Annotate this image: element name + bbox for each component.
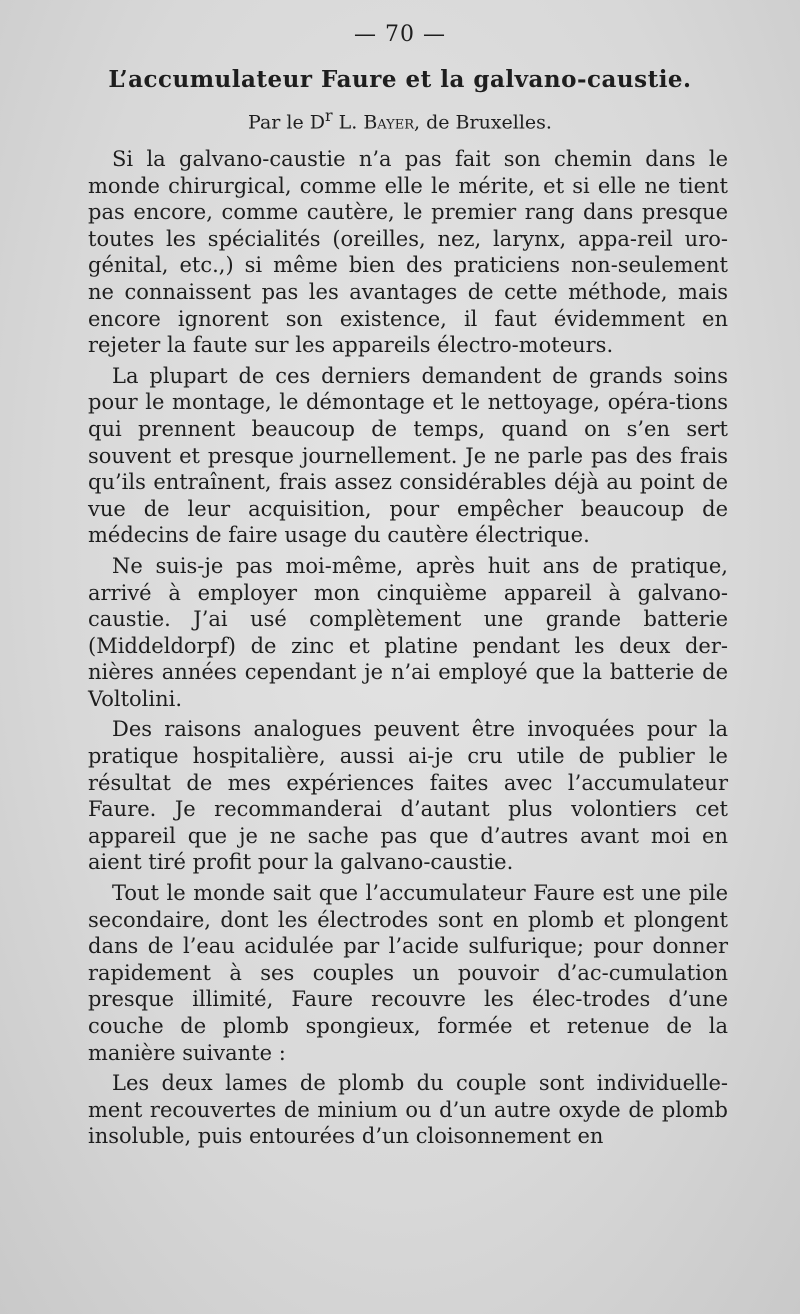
byline-prefix: Par le D: [248, 111, 325, 134]
byline-suffix: , de Bruxelles.: [414, 111, 552, 134]
article-byline: [0, 106, 800, 133]
page-number: — 70 —: [354, 22, 446, 47]
paragraph: Ne suis-je pas moi-même, après huit ans de pratique, arrivé à employer mon cinquième appareil à galvano-caustie. J’ai usé complètement une grande batterie (Middeldorpf) de zinc et platine pendant les deux der-nières années cependant je n’ai employé que la batterie de Voltolini.: [88, 553, 728, 711]
paragraph: Des raisons analogues peuvent être invoquées pour la pratique hospitalière, aussi ai-je cru utile de publier le résultat de mes expériences faites avec l’accumulateur Faure. Je recommanderai d’autant plus volontiers cet appareil que je ne sache pas que d’autres avant moi en aient tiré profit pour la galvano-caustie.: [88, 717, 728, 875]
paragraph: Si la galvano-caustie n’a pas fait son chemin dans le monde chirurgical, comme elle le mérite, et si elle ne tient pas encore, comme cautère, le premier rang dans presque toutes les spécialités (oreilles, nez, larynx, appa-reil uro-génital, etc.,) si même bien des praticiens non-seulement ne connaissent pas les avantages de cette méthode, mais encore ignorent son existence, il faut évidemment en rejeter la faute sur les appareils électro-moteurs.: [88, 147, 728, 358]
paragraph: Les deux lames de plomb du couple sont individuelle-ment recouvertes de minium ou d’un autre oxyde de plomb insoluble, puis entourées d’un cloisonnement en: [88, 1071, 728, 1149]
article-body: [88, 146, 728, 1154]
byline-author: L. Bayer: [338, 111, 415, 134]
byline-superscript: r: [325, 106, 333, 125]
paragraph: La plupart de ces derniers demandent de grands soins pour le montage, le démontage et le nettoyage, opéra-tions qui prennent beaucoup de temps, quand on s’en sert souvent et presque journellement. Je ne parle pas des frais qu’ils entraînent, frais assez considérables déjà au point de vue de leur acquisition, pour empêcher beaucoup de médecins de faire usage du cautère électrique.: [88, 363, 728, 548]
paragraph: Tout le monde sait que l’accumulateur Faure est une pile secondaire, dont les électrodes sont en plomb et plongent dans de l’eau acidulée par l’acide sulfurique; pour donner rapidement à ses couples un pouvoir d’ac-cumulation presque illimité, Faure recouvre les élec-trodes d’une couche de plomb spongieux, formée et retenue de la manière suivante :: [88, 881, 728, 1065]
article-title: L’accumulateur Faure et la galvano-caustie.: [108, 66, 692, 93]
